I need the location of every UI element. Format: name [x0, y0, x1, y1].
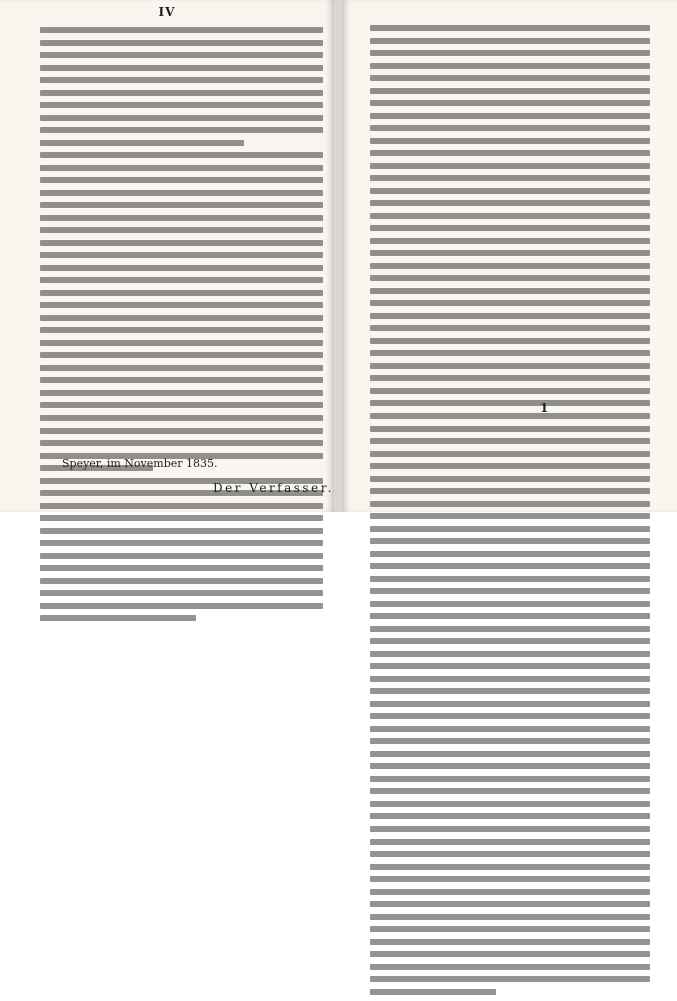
text-line	[370, 75, 650, 81]
text-line	[370, 676, 650, 682]
text-line	[370, 363, 650, 369]
text-line	[40, 615, 196, 621]
text-line	[370, 88, 650, 94]
text-line	[40, 277, 323, 283]
text-line	[370, 776, 650, 782]
left-paragraph-2	[40, 152, 323, 471]
text-line	[40, 140, 244, 146]
text-line	[370, 751, 650, 757]
text-line	[370, 601, 650, 607]
text-line	[370, 275, 650, 281]
text-line	[370, 38, 650, 44]
text-line	[40, 528, 323, 534]
text-line	[40, 215, 323, 221]
text-line	[370, 50, 650, 56]
text-line	[370, 288, 650, 294]
text-line	[370, 588, 650, 594]
text-line	[370, 375, 650, 381]
text-line	[370, 801, 650, 807]
text-line	[370, 513, 650, 519]
text-line	[40, 227, 323, 233]
text-line	[40, 252, 323, 258]
text-line	[370, 864, 650, 870]
text-line	[370, 876, 650, 882]
text-line	[370, 100, 650, 106]
text-line	[40, 390, 323, 396]
text-line	[370, 701, 650, 707]
text-line	[370, 63, 650, 69]
text-line	[370, 163, 650, 169]
text-line	[370, 350, 650, 356]
text-line	[40, 315, 323, 321]
text-line	[370, 113, 650, 119]
text-line	[370, 263, 650, 269]
text-line	[40, 152, 323, 158]
text-line	[370, 250, 650, 256]
text-line	[370, 889, 650, 895]
text-line	[40, 540, 323, 546]
text-line	[40, 90, 323, 96]
text-line	[370, 538, 650, 544]
text-line	[370, 989, 496, 995]
text-line	[370, 926, 650, 932]
text-line	[40, 190, 323, 196]
text-line	[40, 102, 323, 108]
right-paragraph-1	[370, 25, 650, 995]
text-line	[370, 914, 650, 920]
text-line	[40, 603, 323, 609]
text-line	[370, 338, 650, 344]
text-line	[370, 663, 650, 669]
left-paragraph-1	[40, 27, 323, 146]
text-line	[40, 240, 323, 246]
text-line	[40, 202, 323, 208]
text-line	[370, 563, 650, 569]
text-line	[370, 551, 650, 557]
text-line	[370, 413, 650, 419]
text-line	[370, 188, 650, 194]
text-line	[370, 788, 650, 794]
text-line	[40, 127, 323, 133]
text-line	[370, 388, 650, 394]
text-line	[370, 238, 650, 244]
text-line	[370, 851, 650, 857]
text-line	[370, 951, 650, 957]
text-line	[370, 463, 650, 469]
text-line	[40, 565, 323, 571]
text-line	[40, 590, 323, 596]
text-line	[370, 526, 650, 532]
text-line	[370, 688, 650, 694]
text-line	[40, 165, 323, 171]
right-body-text	[370, 25, 650, 1001]
page-number: 1	[540, 401, 549, 415]
text-line	[40, 402, 323, 408]
text-line	[370, 826, 650, 832]
text-line	[370, 651, 650, 657]
text-line	[370, 438, 650, 444]
text-line	[40, 340, 323, 346]
dateline: Speyer, im November 1835.	[62, 457, 218, 470]
text-line	[370, 501, 650, 507]
text-line	[370, 175, 650, 181]
text-line	[40, 365, 323, 371]
text-line	[370, 976, 650, 982]
text-line	[40, 265, 323, 271]
text-line	[40, 115, 323, 121]
text-line	[370, 325, 650, 331]
text-line	[370, 488, 650, 494]
text-line	[370, 125, 650, 131]
text-line	[370, 726, 650, 732]
text-line	[40, 290, 323, 296]
text-line	[370, 813, 650, 819]
text-line	[370, 451, 650, 457]
text-line	[370, 738, 650, 744]
text-line	[370, 964, 650, 970]
page-header: IV	[158, 5, 176, 19]
text-line	[370, 939, 650, 945]
text-line	[370, 763, 650, 769]
text-line	[40, 578, 323, 584]
text-line	[370, 200, 650, 206]
text-line	[40, 515, 323, 521]
text-line	[370, 638, 650, 644]
left-body-text	[40, 27, 323, 628]
book-gutter	[334, 0, 342, 512]
text-line	[370, 25, 650, 31]
text-line	[370, 476, 650, 482]
text-line	[370, 713, 650, 719]
text-line	[40, 503, 323, 509]
text-line	[40, 302, 323, 308]
text-line	[40, 428, 323, 434]
text-line	[40, 177, 323, 183]
text-line	[370, 225, 650, 231]
text-line	[40, 40, 323, 46]
text-line	[40, 27, 323, 33]
text-line	[370, 426, 650, 432]
author-signature: Der Verfasser.	[213, 481, 334, 495]
text-line	[40, 77, 323, 83]
text-line	[370, 576, 650, 582]
text-line	[370, 313, 650, 319]
text-line	[370, 400, 650, 406]
text-line	[40, 52, 323, 58]
text-line	[40, 415, 323, 421]
text-line	[40, 553, 323, 559]
text-line	[370, 613, 650, 619]
text-line	[40, 327, 323, 333]
text-line	[40, 352, 323, 358]
text-line	[40, 65, 323, 71]
text-line	[370, 150, 650, 156]
text-line	[370, 213, 650, 219]
text-line	[370, 839, 650, 845]
text-line	[370, 901, 650, 907]
text-line	[40, 440, 323, 446]
text-line	[370, 300, 650, 306]
text-line	[370, 138, 650, 144]
text-line	[40, 377, 323, 383]
left-paragraph-3	[40, 478, 323, 622]
text-line	[370, 626, 650, 632]
